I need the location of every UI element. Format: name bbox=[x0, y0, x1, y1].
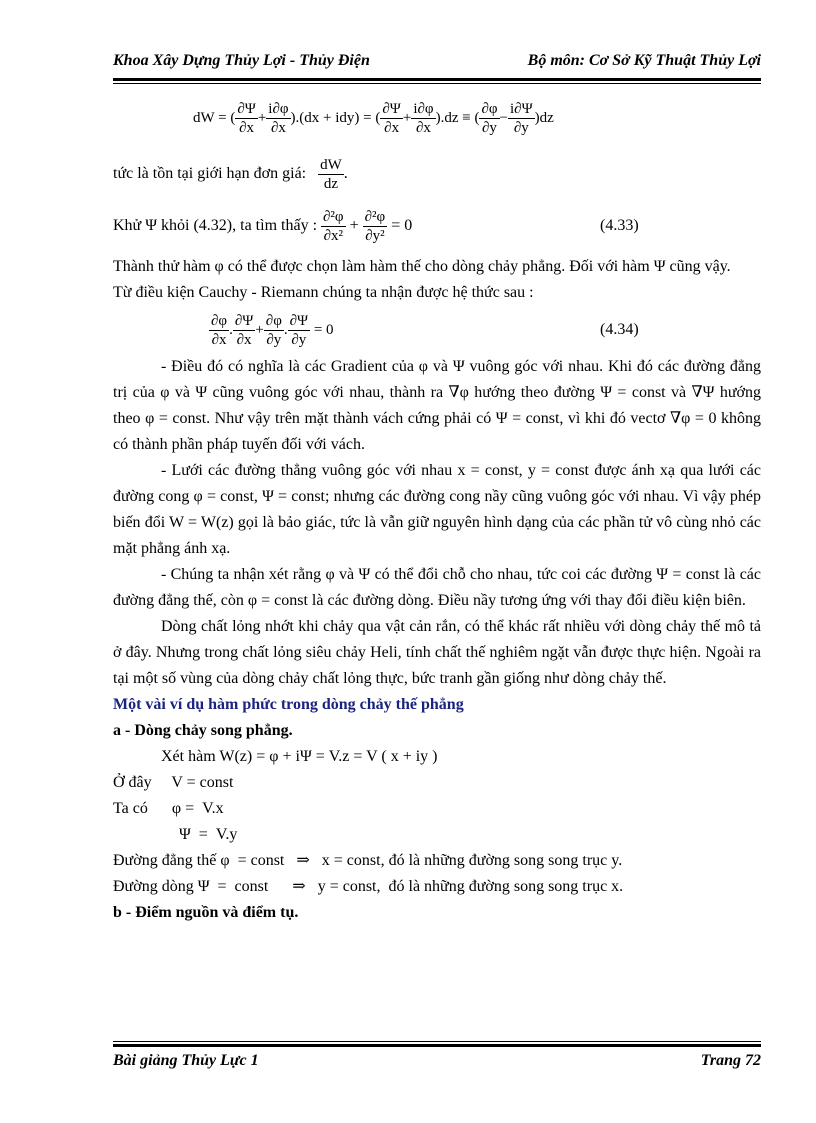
equation-4-33: Khử Ψ khỏi (4.32), ta tìm thấy : $\frac{\text{∂²φ}}{\text{∂x²}}$ + $\frac{\text{∂²φ}}{\text{∂y²}}$ = 0 (4.33) bbox=[113, 198, 761, 254]
paragraph-cauchy: Từ điều kiện Cauchy - Riemann chúng ta nhận được hệ thức sau : bbox=[113, 284, 534, 301]
equation-number: (4.34) bbox=[600, 321, 639, 338]
equation-number: (4.33) bbox=[600, 217, 639, 234]
line: Ta có φ = V.x bbox=[113, 800, 224, 817]
paragraph: - Lưới các đường thẳng vuông góc với nhau x = const, y = const được ánh xạ qua lưới các đường cong φ = const, Ψ = const; nhưng các đường cong nầy cũng vuông góc với nhau. Vì vậy phép biến đổi W = W(z) gọi là bảo giác, tức là vẫn giữ nguyên hình dạng của các phần tử vô cùng nhỏ các mặt phẳng ánh xạ. bbox=[113, 462, 761, 557]
paragraph: Dòng chất lỏng nhớt khi chảy qua vật cản rắn, có thể khác rất nhiều với dòng chảy thế mô tả ở đây. Nhưng trong chất lỏng siêu chảy Heli, tính chất thế nghiêm ngặt vẫn được thực hiện. Ngoài ra tại một số vùng của dòng chảy chất lỏng thực, bức tranh gần giống như dòng chảy thế. bbox=[113, 618, 761, 687]
paragraph: - Chúng ta nhận xét rằng φ và Ψ có thể đổi chỗ cho nhau, tức coi các đường Ψ = const là các đường đẳng thế, còn φ = const là các đường dòng. Điều nầy tương ứng với thay đổi điều kiện biên. bbox=[113, 566, 761, 609]
header-rule-thick bbox=[113, 78, 761, 81]
header-faculty: Khoa Xây Dựng Thủy Lợi - Thủy Điện bbox=[113, 52, 370, 69]
footer-rule-thick bbox=[113, 1044, 761, 1047]
equation-dw: dW = ( $\frac{\partial\Psi}{\partial x}$ + $\frac{i\partial\varphi}{\partial x}$ ).(dx + idy) = ( $\frac{\partial\Psi}{\partial x}$ + $\frac{i\partial\varphi}{\partial x}$ ).dz ≡ ( $\frac{\partial\varphi}{\partial y}$ − $\frac{i\partial\Psi}{\partial y}$ )dz bbox=[193, 101, 554, 136]
footer-title: Bài giảng Thủy Lực 1 bbox=[113, 1052, 259, 1069]
line: Đường dòng Ψ = const ⇒ y = const, đó là những đường song song trục x. bbox=[113, 878, 624, 895]
equation-4-34: $\frac{\partial\varphi}{\partial x}$ . $\frac{\partial\Psi}{\partial x}$ + $\frac{\partial\varphi}{\partial y}$ . $\frac{\partial\Psi}{\partial y}$ = 0 (4.34) bbox=[113, 306, 761, 354]
page-number: Trang 72 bbox=[700, 1052, 761, 1069]
line: Ψ = V.y bbox=[179, 826, 238, 843]
paragraph-harmonic: Thành thử hàm φ có thể được chọn làm hàm thế cho dòng chảy phẳng. Đối với hàm Ψ cũng vậy. bbox=[113, 258, 731, 275]
subsection-b: b - Điểm nguồn và điểm tụ. bbox=[113, 904, 299, 921]
footer-rule-thin bbox=[113, 1041, 761, 1042]
subsection-a: a - Dòng chảy song phẳng. bbox=[113, 722, 293, 739]
line: Đường đẳng thế φ = const ⇒ x = const, đó là những đường song song trục y. bbox=[113, 852, 623, 869]
page-header bbox=[113, 50, 761, 78]
line: Xét hàm W(z) = φ + iΨ = V.z = V ( x + iy ) bbox=[161, 748, 438, 765]
section-title: Một vài ví dụ hàm phức trong dòng chảy thế phẳng bbox=[113, 696, 464, 713]
paragraph: - Điều đó có nghĩa là các Gradient của φ và Ψ vuông góc với nhau. Khi đó các đường đẳng trị của φ và Ψ cũng vuông góc với nhau, thành ra ∇φ hướng theo đường Ψ = const và ∇Ψ hướng theo φ = const. Như vậy trên mặt thành vách cứng phải có Ψ = const, vì khi đó vectơ ∇φ = 0 không có thành phần pháp tuyến đối với vách. bbox=[113, 358, 761, 453]
page-body bbox=[113, 84, 761, 926]
header-department: Bộ môn: Cơ Sở Kỹ Thuật Thủy Lợi bbox=[527, 52, 761, 69]
limit-line: tức là tồn tại giới hạn đơn giá: $\frac{dW}{dz}$ . bbox=[113, 156, 348, 192]
line: Ở đây V = const bbox=[113, 774, 234, 791]
